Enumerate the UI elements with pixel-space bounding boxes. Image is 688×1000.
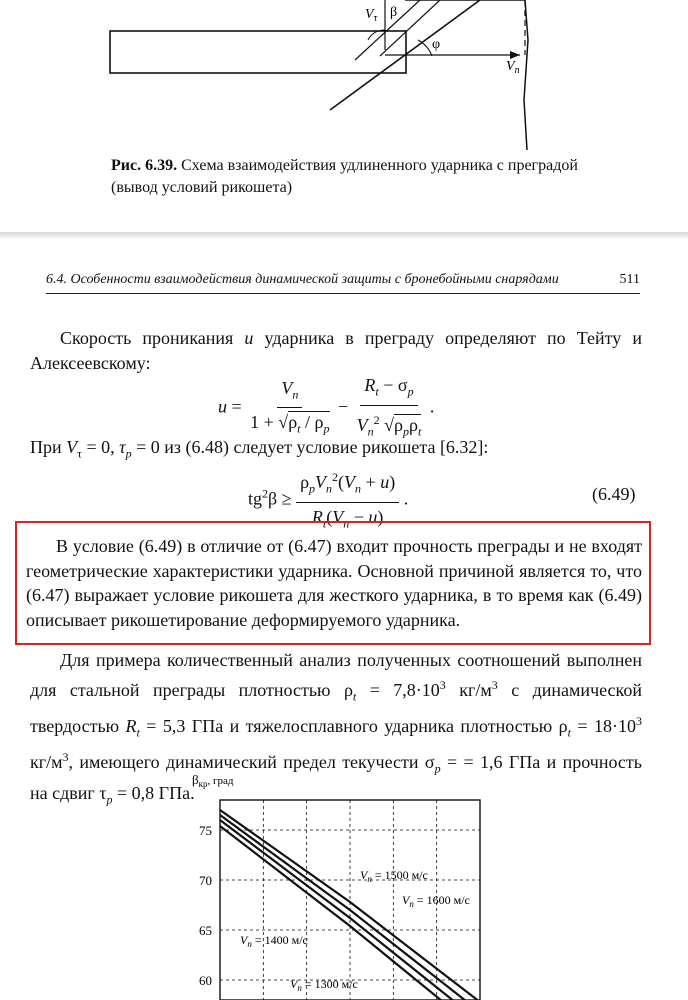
target-outline — [405, 0, 528, 150]
paragraph-highlighted: В условие (6.49) в отличие от (6.47) входит прочность преграды и не входят геометрические характеристики ударника. Основной причиной является то, что (6.47) выражает условие рикошета для жесткого ударника, в то время как (6.49) описывает рикошетирование деформируемого ударника. — [26, 536, 642, 630]
label-1300: $V_n = 1300$ м/с — [290, 977, 358, 993]
label-1500: $V_n = 1500$ м/с — [360, 868, 428, 884]
equation-number: (6.49) — [592, 484, 636, 504]
ytick-label: 75 — [199, 823, 212, 838]
page-separator — [0, 232, 688, 238]
ytick-label: 70 — [199, 873, 212, 888]
series-line — [220, 826, 480, 1000]
figure-caption-label: Рис. 6.39. — [111, 157, 178, 174]
header-rule — [46, 293, 640, 294]
phi-arc — [418, 40, 432, 56]
running-head — [46, 272, 640, 288]
top-page — [0, 0, 688, 232]
paragraph-ricochet-condition: При $V_\tau = 0$, $\tau_p = 0$ из (6.48) следует условие рикошета [6.32]: — [30, 437, 489, 461]
chart-ylabel: $\beta_{кр}^{, град}$ — [192, 772, 234, 789]
vn-label: $V_n$ — [506, 59, 520, 76]
paragraph-tate: Скорость проникания u ударника в преграду определяют по Тейту и Алексеевскому: — [30, 328, 642, 373]
running-head-title: 6.4. Особенности взаимодействия динамической защиты с бронебойными снарядами — [46, 272, 559, 287]
vtau-label: $V_\tau$ — [365, 7, 378, 24]
label-1600: $V_n = 1600$ м/с — [402, 893, 470, 909]
beta-critical-chart — [180, 770, 510, 1000]
beta-label: β — [390, 5, 398, 20]
vn-arrowhead — [510, 51, 520, 59]
ytick-label: 60 — [199, 973, 212, 988]
chart-yticks — [199, 823, 212, 988]
penetrator-rect — [110, 31, 406, 73]
figure-caption-text: Схема взаимодействия удлиненного ударника с преградой (вывод условий рикошета) — [111, 157, 578, 196]
label-1400: $V_n = 1400$ м/с — [240, 933, 308, 949]
figure-caption — [111, 155, 581, 199]
formula-velocity: u = $\frac{V_n}{1 + √\rho_t / \rho_p}$ − $\frac{R_t - \sigma_p}{V_n^2 √\rho_p\rho_t}$ . — [218, 375, 435, 439]
page-number: 511 — [619, 272, 640, 287]
phi-label: φ — [432, 37, 441, 52]
paragraph-example: Для примера количественный анализ полученных соотношений выполнен для стальной преграды плотностью $\rho_t = 7,8\cdot 10^3$ $кг/м^3$ с динамической твердостью $R_t = 5,3$ ГПа и тяжелосплавного ударника плотностью $\rho_t = 18\cdot 10^3$ $кг/м^3$, имеющего динамический предел текучести $\sigma_p$ = = 1,6 ГПа и прочность на сдвиг $\tau_p = 0,8$ ГПа. — [30, 650, 643, 807]
formula-6-49: $tg^2\beta$ ≥ $\frac{\rho_pV_n^2(V_n + u)}{R_t(V_n - u)}$ . — [248, 466, 408, 535]
impact-diagram — [0, 0, 688, 150]
ytick-label: 65 — [199, 923, 212, 938]
